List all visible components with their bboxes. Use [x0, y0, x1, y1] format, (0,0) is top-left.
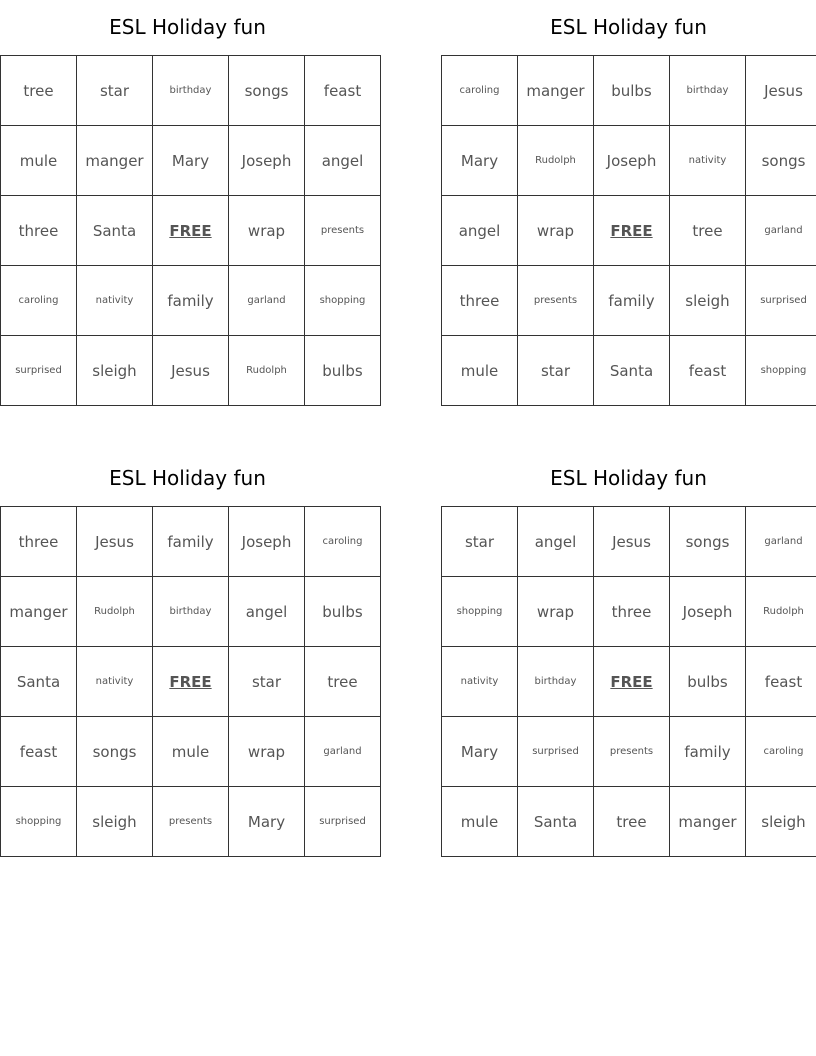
bingo-cell: nativity — [77, 647, 153, 717]
bingo-cell: Mary — [442, 126, 518, 196]
bingo-cell: Santa — [518, 787, 594, 857]
bingo-cell: surprised — [1, 336, 77, 406]
grid-row — [1, 507, 381, 577]
bingo-cell: Jesus — [594, 507, 670, 577]
bingo-cell: feast — [746, 647, 816, 717]
bingo-cell: bulbs — [670, 647, 746, 717]
bingo-card-4 — [441, 451, 816, 857]
bingo-cell: Mary — [229, 787, 305, 857]
bingo-card-1 — [0, 0, 375, 406]
bingo-cell: shopping — [746, 336, 816, 406]
bingo-cell: Rudolph — [746, 577, 816, 647]
free-space-cell: FREE — [153, 196, 229, 266]
bingo-cell: Joseph — [670, 577, 746, 647]
bingo-cell: birthday — [670, 56, 746, 126]
free-space-cell: FREE — [153, 647, 229, 717]
grid-row — [442, 577, 816, 647]
bingo-cell: manger — [518, 56, 594, 126]
bingo-cell: feast — [670, 336, 746, 406]
bingo-cell: wrap — [518, 577, 594, 647]
grid-row — [1, 787, 381, 857]
bingo-card-2 — [441, 0, 816, 406]
bingo-cell: star — [77, 56, 153, 126]
card-title: ESL Holiday fun — [550, 15, 707, 39]
bingo-cell: bulbs — [594, 56, 670, 126]
bingo-cell: shopping — [1, 787, 77, 857]
bingo-grid — [441, 506, 816, 857]
bingo-card-3 — [0, 451, 375, 857]
grid-row — [1, 266, 381, 336]
bingo-cell: songs — [670, 507, 746, 577]
bingo-cell: three — [1, 196, 77, 266]
bingo-cell: tree — [670, 196, 746, 266]
bingo-cell: surprised — [518, 717, 594, 787]
bingo-cell: bulbs — [305, 577, 381, 647]
bingo-cell: songs — [746, 126, 816, 196]
bingo-cell: sleigh — [77, 336, 153, 406]
bingo-cell: sleigh — [746, 787, 816, 857]
bingo-cell: Santa — [1, 647, 77, 717]
free-space-cell: FREE — [594, 647, 670, 717]
grid-row — [442, 196, 816, 266]
bingo-cell: shopping — [305, 266, 381, 336]
grid-row — [1, 577, 381, 647]
free-space-cell: FREE — [594, 196, 670, 266]
grid-row — [442, 336, 816, 406]
bingo-cell: three — [442, 266, 518, 336]
grid-row — [1, 56, 381, 126]
bingo-cell: Joseph — [594, 126, 670, 196]
bingo-cell: presents — [518, 266, 594, 336]
bingo-cell: Santa — [594, 336, 670, 406]
bingo-cell: manger — [670, 787, 746, 857]
bingo-cell: Santa — [77, 196, 153, 266]
bingo-cell: presents — [305, 196, 381, 266]
bingo-cell: mule — [442, 787, 518, 857]
grid-row — [1, 196, 381, 266]
bingo-cell: garland — [305, 717, 381, 787]
bingo-cell: caroling — [746, 717, 816, 787]
bingo-cell: angel — [442, 196, 518, 266]
bingo-cell: three — [1, 507, 77, 577]
bingo-cell: wrap — [518, 196, 594, 266]
bingo-cell: Mary — [442, 717, 518, 787]
bingo-cell: wrap — [229, 196, 305, 266]
bingo-cell: family — [153, 507, 229, 577]
bingo-cell: tree — [305, 647, 381, 717]
bingo-cell: feast — [1, 717, 77, 787]
bingo-cell: Jesus — [153, 336, 229, 406]
grid-row — [442, 266, 816, 336]
bingo-cell: caroling — [305, 507, 381, 577]
bingo-cell: Rudolph — [229, 336, 305, 406]
bingo-cell: caroling — [1, 266, 77, 336]
bingo-cell: caroling — [442, 56, 518, 126]
bingo-cell: sleigh — [77, 787, 153, 857]
card-title: ESL Holiday fun — [550, 466, 707, 490]
bingo-cell: Joseph — [229, 126, 305, 196]
card-title: ESL Holiday fun — [109, 15, 266, 39]
bingo-cell: tree — [594, 787, 670, 857]
grid-row — [442, 507, 816, 577]
bingo-cell: three — [594, 577, 670, 647]
bingo-cell: Mary — [153, 126, 229, 196]
grid-row — [1, 717, 381, 787]
bingo-cell: tree — [1, 56, 77, 126]
grid-row — [1, 647, 381, 717]
card-title: ESL Holiday fun — [109, 466, 266, 490]
bingo-cell: Rudolph — [518, 126, 594, 196]
bingo-cell: bulbs — [305, 336, 381, 406]
bingo-grid — [0, 55, 381, 406]
bingo-cell: family — [594, 266, 670, 336]
bingo-cell: surprised — [305, 787, 381, 857]
bingo-cell: family — [670, 717, 746, 787]
bingo-cell: mule — [153, 717, 229, 787]
bingo-cell: songs — [77, 717, 153, 787]
bingo-cell: mule — [1, 126, 77, 196]
bingo-cell: star — [518, 336, 594, 406]
bingo-cell: nativity — [670, 126, 746, 196]
grid-row — [442, 126, 816, 196]
grid-row — [442, 717, 816, 787]
bingo-cell: songs — [229, 56, 305, 126]
bingo-cell: sleigh — [670, 266, 746, 336]
bingo-cell: wrap — [229, 717, 305, 787]
bingo-cell: birthday — [153, 56, 229, 126]
bingo-cell: manger — [77, 126, 153, 196]
bingo-cell: angel — [305, 126, 381, 196]
grid-row — [1, 336, 381, 406]
grid-row — [442, 787, 816, 857]
bingo-grid — [0, 506, 381, 857]
bingo-cell: presents — [153, 787, 229, 857]
bingo-cell: Joseph — [229, 507, 305, 577]
bingo-cell: nativity — [442, 647, 518, 717]
bingo-cell: angel — [518, 507, 594, 577]
grid-row — [442, 647, 816, 717]
bingo-cell: family — [153, 266, 229, 336]
bingo-cell: nativity — [77, 266, 153, 336]
bingo-cell: Rudolph — [77, 577, 153, 647]
bingo-cell: Jesus — [77, 507, 153, 577]
bingo-cell: star — [229, 647, 305, 717]
bingo-cell: garland — [746, 196, 816, 266]
bingo-cell: garland — [746, 507, 816, 577]
bingo-cell: garland — [229, 266, 305, 336]
grid-row — [442, 56, 816, 126]
bingo-cell: manger — [1, 577, 77, 647]
bingo-cell: shopping — [442, 577, 518, 647]
bingo-cell: presents — [594, 717, 670, 787]
bingo-cell: surprised — [746, 266, 816, 336]
bingo-cell: star — [442, 507, 518, 577]
bingo-cell: mule — [442, 336, 518, 406]
bingo-cell: birthday — [153, 577, 229, 647]
bingo-cell: Jesus — [746, 56, 816, 126]
bingo-cell: angel — [229, 577, 305, 647]
grid-row — [1, 126, 381, 196]
bingo-cell: birthday — [518, 647, 594, 717]
bingo-cell: feast — [305, 56, 381, 126]
bingo-grid — [441, 55, 816, 406]
